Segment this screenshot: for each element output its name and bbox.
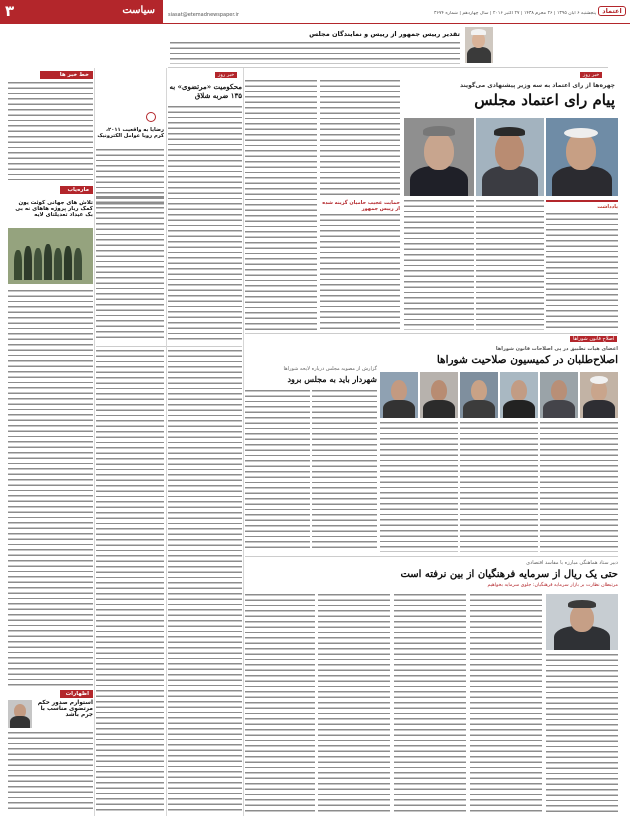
sidebar-photo xyxy=(8,228,93,284)
opinion-text xyxy=(546,213,618,331)
sidebar-tag-3: اظهارات xyxy=(60,690,93,698)
sidebar-small-photo xyxy=(8,700,32,728)
dateline: پنجشنبه ۶ آبان ۱۳۹۵ | ۲۶ محرم ۱۴۳۸ | ۲۷ اکتبر ۲۰۱۶ | سال چهاردهم | شماره ۳۶۷۴ xyxy=(434,11,596,16)
top-story-text xyxy=(170,42,460,64)
main-text-col1 xyxy=(404,200,474,330)
portrait-1 xyxy=(546,118,618,196)
culture-photo xyxy=(546,594,618,650)
culture-title: حتی یک ریال از سرمایه فرهنگیان از بین نرفته است xyxy=(400,569,618,580)
rouhani-photo xyxy=(465,27,493,63)
main-kicker: خبر روز xyxy=(580,72,602,78)
sub-story-title: شهردار باید به مجلس برود xyxy=(287,374,377,384)
reply-box xyxy=(96,72,164,192)
opinion-box xyxy=(546,200,618,330)
portrait-2 xyxy=(476,118,544,196)
side-quote-title: حمایت عجیب حامیان گزینه شده از رییس جمهور xyxy=(322,200,400,212)
page-number: ۳ xyxy=(5,2,15,20)
councils-text-col3 xyxy=(540,422,618,552)
opinion-label: یادداشت xyxy=(597,204,618,210)
main-text-col4 xyxy=(320,214,400,330)
culture-text-col2 xyxy=(470,594,542,812)
portrait-3 xyxy=(404,118,474,196)
page-header xyxy=(0,0,630,24)
culture-kicker: دبیر ستاد هماهنگی مبارزه با مفاسد اقتصادی xyxy=(526,560,618,566)
culture-text-col3 xyxy=(394,594,466,812)
culture-text-col4 xyxy=(318,594,390,812)
sidebar-news-list xyxy=(8,82,93,180)
sidebar-bottom-title: استوارم صدور حکم مرتضوی مناسب با جرم باشد xyxy=(37,700,93,718)
councils-photos xyxy=(380,372,618,418)
main-subtitle: چهره‌ها از رای اعتماد به سه وزیر پیشنهادی می‌گویند xyxy=(459,82,615,89)
newspaper-logo: اعتماد xyxy=(598,6,626,16)
column-text-2 xyxy=(96,196,164,342)
column-kicker: خبر روز xyxy=(215,72,237,78)
sidebar-text-2 xyxy=(8,732,93,812)
sidebar-feature-head: تلاش های جهانی کوئت یون کمک ربار پروژه هاهای نه بی بک عیداد تعدیلتای لایه xyxy=(15,200,93,218)
reply-icon xyxy=(146,112,156,122)
culture-text-col1 xyxy=(546,654,618,812)
email-text[interactable]: siasat@etemadnewspaper.ir xyxy=(168,12,239,18)
column-text-3 xyxy=(168,350,242,812)
main-text-col5 xyxy=(245,80,317,330)
reply-box-title: رضایا به واقعیت ۲۰۱۱، کرم رویا عوامل الکترونیک xyxy=(97,127,164,139)
column-title: محکومیت «مرتضوی» به ۱۳۵ ضربه شلاق xyxy=(169,82,242,100)
section-title: سیاست xyxy=(122,5,155,16)
councils-title: اصلاح‌طلبان در کمیسیون صلاحیت شوراها xyxy=(436,354,618,366)
culture-text-col5 xyxy=(245,594,315,812)
main-title: پیام رای اعتماد مجلس xyxy=(474,91,615,109)
sidebar-badge: خط خبر ها xyxy=(40,71,93,79)
main-text-col3 xyxy=(320,80,400,198)
column-text-4 xyxy=(96,350,164,812)
councils-text-col1 xyxy=(380,422,458,552)
column-text-1 xyxy=(168,106,242,342)
sub-story-text-col1 xyxy=(312,390,377,552)
councils-subtitle: اعضای هیات تطبیق در پی اصلاحات قانون شوراها xyxy=(495,346,618,352)
sidebar-tag-2: ماره‌یاب xyxy=(60,186,93,194)
sub-story-kicker: گزارش از مصوبه مجلس درباره لایحه شوراها xyxy=(283,366,377,372)
top-story-title: تقدیر رییس جمهور از رییس و نمایندگان مجلس xyxy=(309,30,460,38)
councils-text-col2 xyxy=(460,422,538,552)
main-text-col2 xyxy=(476,200,544,330)
culture-subtitle: مرتبطان نظارت بر بازار سرمایه فرهنگیان: جلوی سرمایه بخواهیم xyxy=(487,583,618,588)
councils-kicker: اصلاح قانون شوراها xyxy=(570,336,617,342)
sidebar-text-1 xyxy=(8,290,93,686)
sub-story-text-col2 xyxy=(245,390,310,552)
